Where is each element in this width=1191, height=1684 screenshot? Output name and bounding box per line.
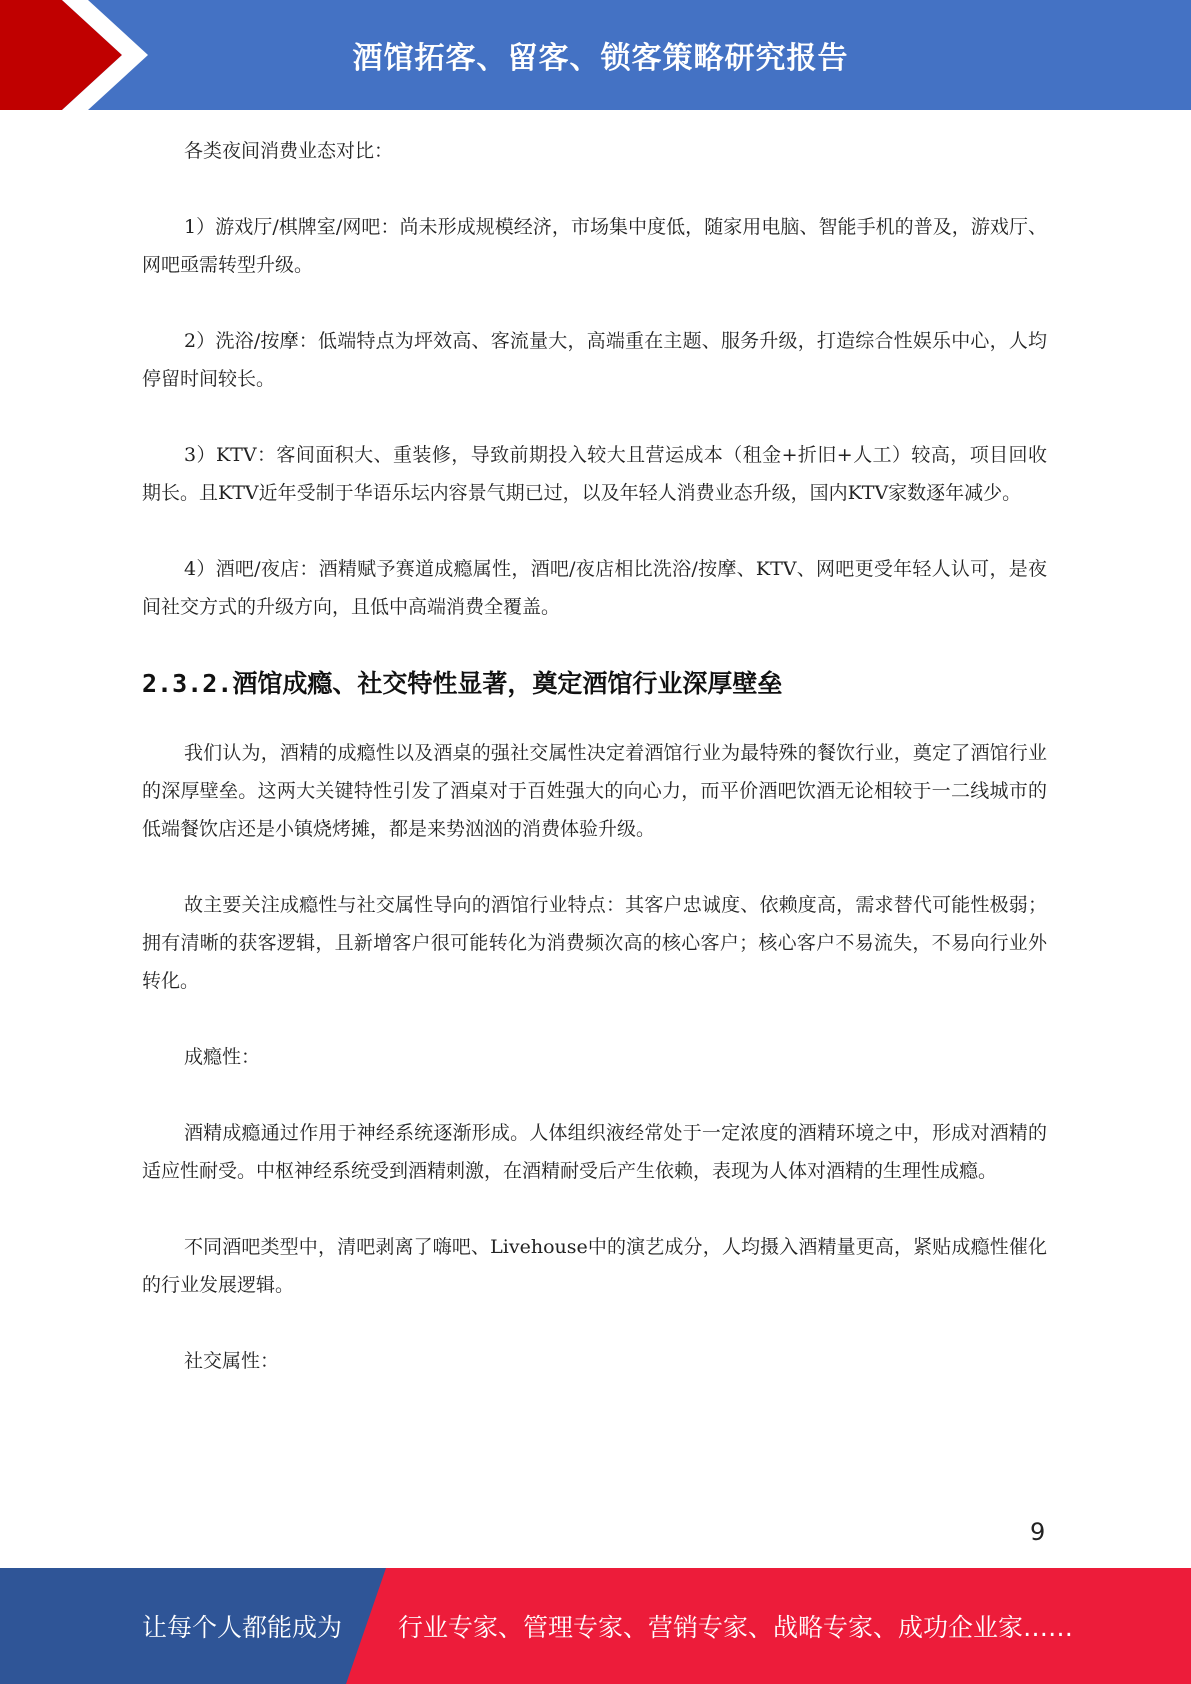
footer-slogan-left: 让每个人都能成为	[142, 1613, 343, 1642]
page-header	[0, 0, 1191, 110]
section-title: 酒馆成瘾、社交特性显著，奠定酒馆行业深厚壁垒	[232, 669, 783, 698]
paragraph-ktv: 3）KTV：客间面积大、重装修，导致前期投入较大且营运成本（租金+折旧+人工）较高，项目回收期长。且KTV近年受制于华语乐坛内容景气期已过，以及年轻人消费业态升级，国内KTV家数逐年减少。	[142, 444, 1047, 504]
paragraph-addiction-detail: 酒精成瘾通过作用于神经系统逐渐形成。人体组织液经常处于一定浓度的酒精环境之中，形成对酒精的适应性耐受。中枢神经系统受到酒精刺激，在酒精耐受后产生依赖，表现为人体对酒精的生理性成瘾。	[142, 1122, 1047, 1182]
page-body	[142, 132, 1047, 1418]
paragraph-opinion: 我们认为，酒精的成瘾性以及酒桌的强社交属性决定着酒馆行业为最特殊的餐饮行业，奠定了酒馆行业的深厚壁垒。这两大关键特性引发了酒桌对于百姓强大的向心力，而平价酒吧饮酒无论相较于一二线城市的低端餐饮店还是小镇烧烤摊，都是来势汹汹的消费体验升级。	[142, 742, 1047, 840]
paragraph-social-label: 社交属性：	[184, 1350, 280, 1372]
paragraph-bar-types: 不同酒吧类型中，清吧剥离了嗨吧、Livehouse中的演艺成分，人均摄入酒精量更高，紧贴成瘾性催化的行业发展逻辑。	[142, 1236, 1047, 1296]
paragraph-bar-club: 4）酒吧/夜店：酒精赋予赛道成瘾属性，酒吧/夜店相比洗浴/按摩、KTV、网吧更受年轻人认可，是夜间社交方式的升级方向，且低中高端消费全覆盖。	[142, 558, 1047, 618]
section-heading	[142, 664, 1047, 704]
paragraph-addiction-label: 成瘾性：	[184, 1046, 261, 1068]
footer-slogan-right: 行业专家、管理专家、营销专家、战略专家、成功企业家……	[398, 1613, 1074, 1642]
section-number: 2.3.2.	[142, 669, 233, 698]
page-number: 9	[1030, 1518, 1046, 1546]
paragraph-intro: 各类夜间消费业态对比：	[184, 140, 394, 162]
page-footer	[0, 1568, 1191, 1684]
paragraph-industry-traits: 故主要关注成瘾性与社交属性导向的酒馆行业特点：其客户忠诚度、依赖度高，需求替代可能性极弱；拥有清晰的获客逻辑，且新增客户很可能转化为消费频次高的核心客户；核心客户不易流失，不易向行业外转化。	[142, 894, 1047, 992]
report-title: 酒馆拓客、留客、锁客策略研究报告	[352, 41, 849, 76]
paragraph-game-hall: 1）游戏厅/棋牌室/网吧：尚未形成规模经济，市场集中度低，随家用电脑、智能手机的普及，游戏厅、网吧亟需转型升级。	[142, 216, 1047, 276]
paragraph-bath-massage: 2）洗浴/按摩：低端特点为坪效高、客流量大，高端重在主题、服务升级，打造综合性娱乐中心，人均停留时间较长。	[142, 330, 1047, 390]
